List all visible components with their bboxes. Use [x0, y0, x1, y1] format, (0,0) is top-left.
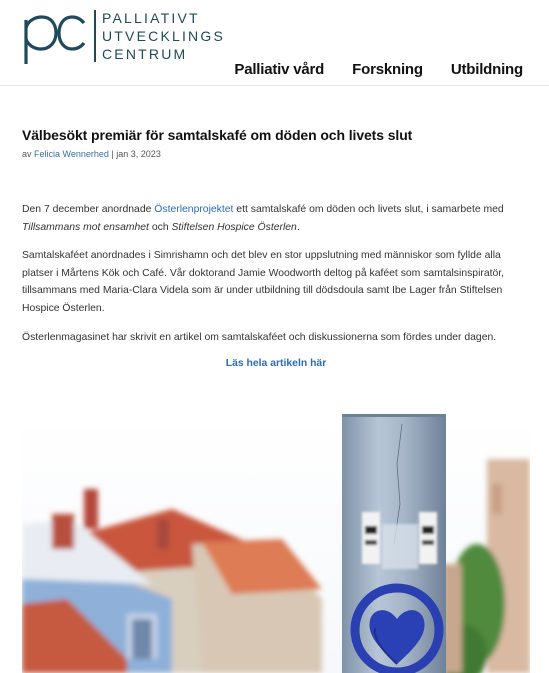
- meta-prefix: av: [22, 149, 32, 159]
- post-title: Välbesökt premiär för samtalskafé om döden och livets slut: [22, 127, 413, 143]
- nav-item-palliativ-vard[interactable]: Palliativ vård: [234, 61, 325, 78]
- osterlenprojektet-link[interactable]: Österlenprojektet: [154, 204, 234, 215]
- site-header: [0, 0, 549, 86]
- street-pole-photo-image: [22, 414, 530, 673]
- post-date: jan 3, 2023: [116, 149, 161, 159]
- p1-text-3: och: [148, 221, 172, 233]
- post-meta: [22, 149, 161, 159]
- read-more-link[interactable]: Läs hela artikeln här: [225, 358, 327, 369]
- p1-emphasis-1: Tillsammans mot ensamhet: [22, 221, 149, 233]
- article-photo: [22, 414, 530, 673]
- main-nav: [206, 61, 523, 78]
- p1-text-4: .: [296, 221, 300, 233]
- paragraph-2: Samtalskaféet anordnades i Simrishamn och det blev en stor uppslutning med människor som fyllde alla platser i Mårtens Kök och Café. Vår doktorand Jamie Woodworth deltog på kaféet som samtalsinspiratör, tillsammans med Maria-Clara Videla som är under utbildning till dödsdoula samt Ibe Lager från Stiftelsen Hospice Österlen.: [22, 250, 505, 314]
- logo-pc-icon: [22, 6, 88, 66]
- logo-line-1: PALLIATIVT: [102, 10, 200, 26]
- meta-separator: |: [111, 149, 114, 159]
- nav-item-utbildning[interactable]: Utbildning: [450, 61, 523, 78]
- logo-line-3: CENTRUM: [102, 46, 188, 62]
- paragraph-3: Österlenmagasinet har skrivit en artikel om samtalskaféet och diskussionerna som fördes under dagen.: [22, 332, 497, 343]
- p1-text-1: Den 7 december anordnade: [22, 204, 155, 215]
- paragraph-1: [22, 201, 522, 236]
- logo-mark: [22, 6, 88, 66]
- p1-text-2: ett samtalskafé om döden och livets slut, i samarbete med: [233, 204, 504, 215]
- logo-line-2: UTVECKLINGS: [102, 28, 225, 44]
- site-logo[interactable]: [22, 6, 225, 66]
- p1-emphasis-2: Stiftelsen Hospice Österlen: [171, 221, 297, 233]
- nav-item-forskning[interactable]: Forskning: [352, 61, 423, 78]
- logo-wordmark: [94, 10, 225, 62]
- author-link[interactable]: Felicia Wennerhed: [34, 149, 109, 159]
